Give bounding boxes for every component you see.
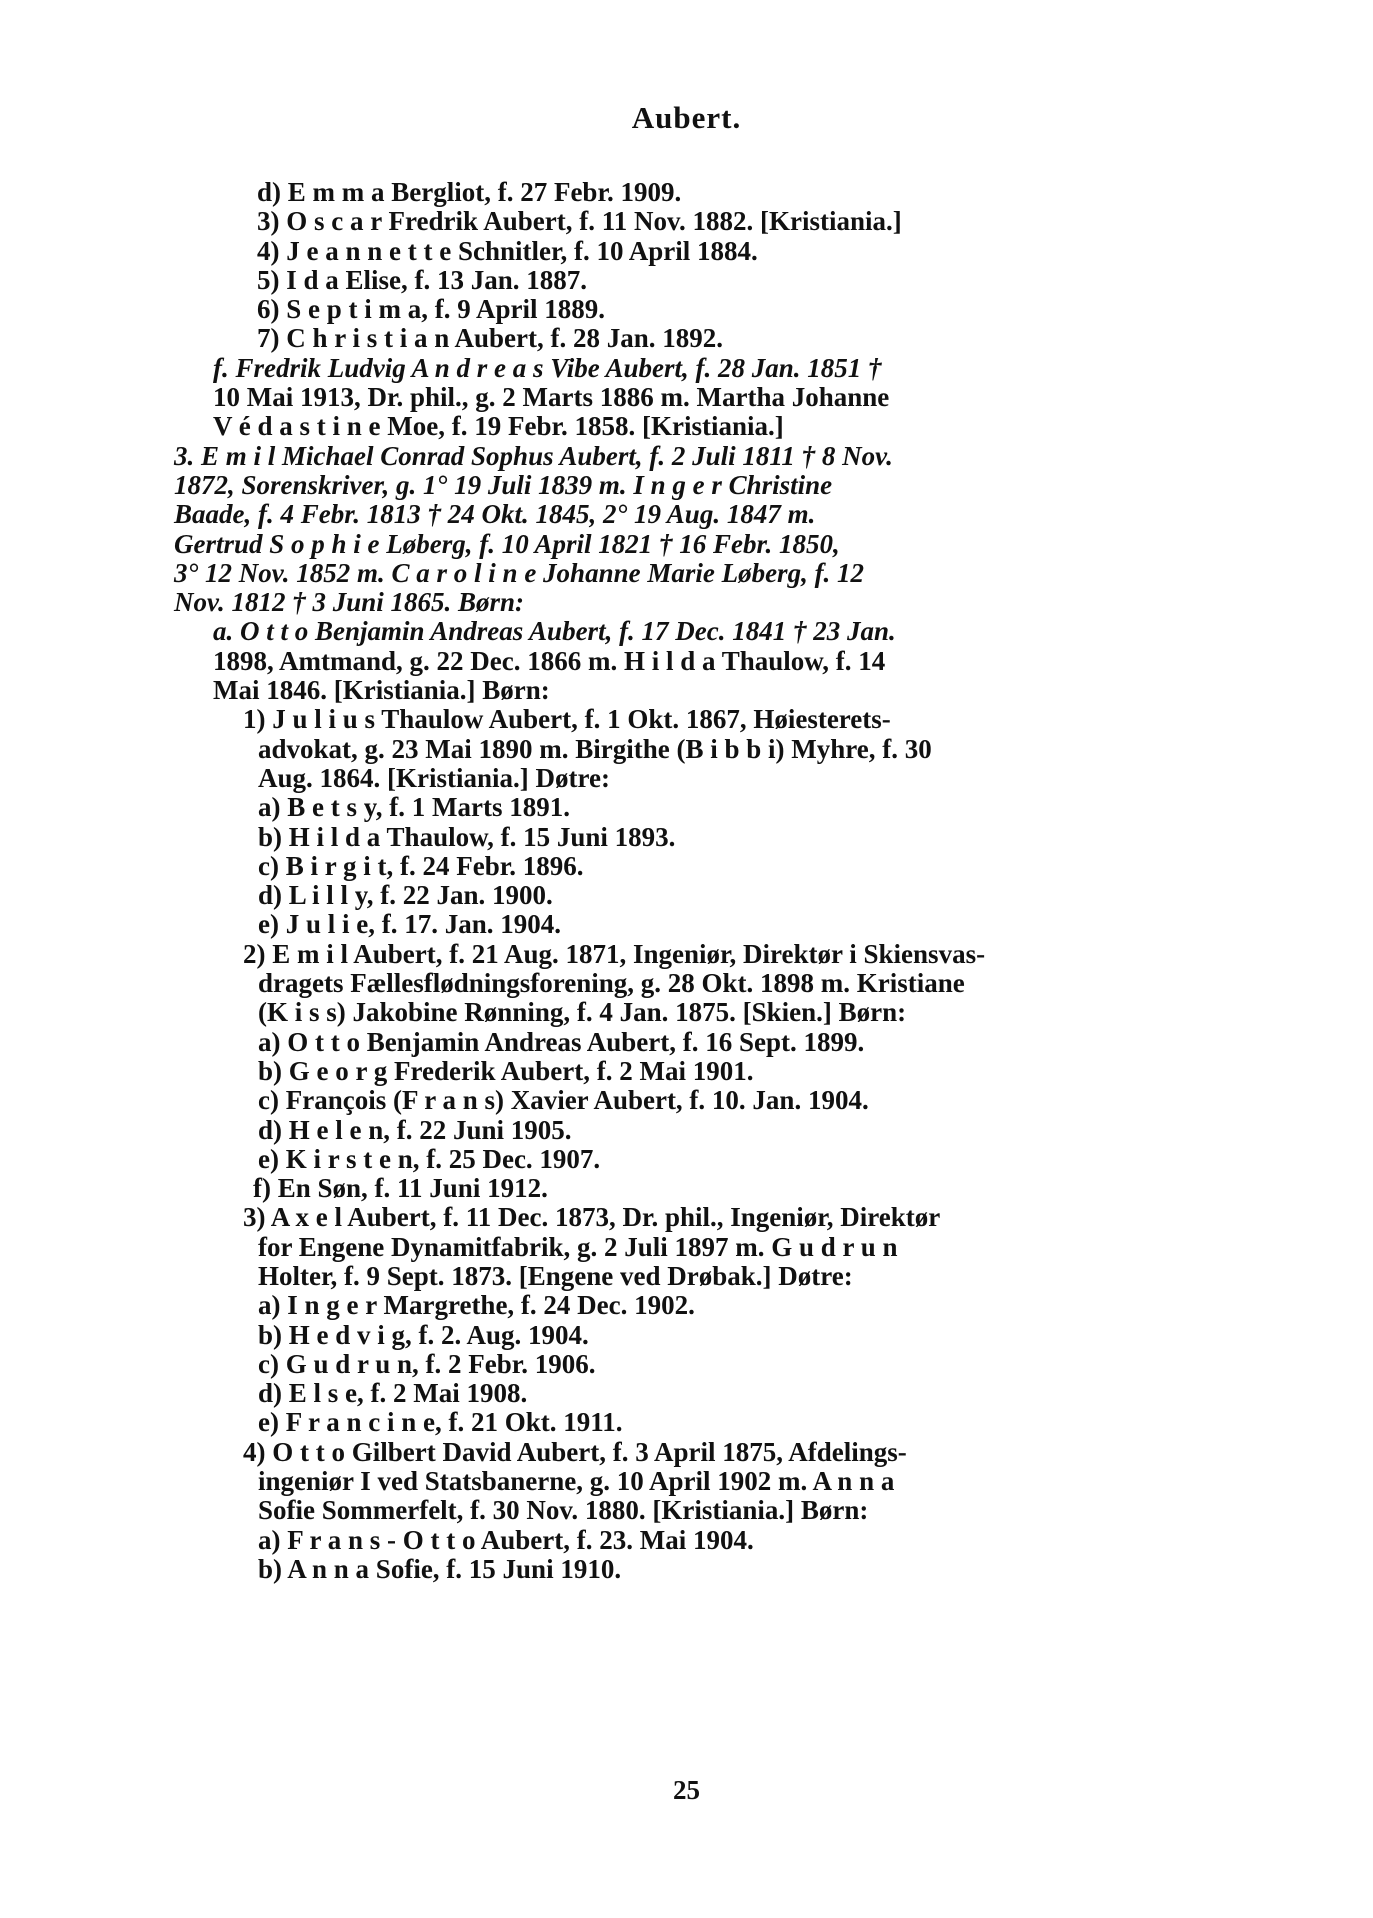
text-line: 3. E m i l Michael Conrad Sophus Aubert, f. 2 Juli 1811 † 8 Nov. (174, 440, 893, 471)
text-line: a) F r a n s - O t t o Aubert, f. 23. Mai 1904. (258, 1524, 754, 1555)
text-line: d) H e l e n, f. 22 Juni 1905. (258, 1114, 572, 1145)
text-line: 2) E m i l Aubert, f. 21 Aug. 1871, Ingeniør, Direktør i Skiensvas- (243, 938, 986, 969)
text-line: d) L i l l y, f. 22 Jan. 1900. (258, 880, 553, 911)
text-line: c) François (F r a n s) Xavier Aubert, f. 10. Jan. 1904. (258, 1085, 869, 1116)
text-line: e) J u l i e, f. 17. Jan. 1904. (258, 909, 561, 940)
text-line: b) A n n a Sofie, f. 15 Juni 1910. (258, 1553, 622, 1584)
text-line: a) I n g e r Margrethe, f. 24 Dec. 1902. (258, 1290, 695, 1321)
text-line: 6) S e p t i m a, f. 9 April 1889. (257, 294, 605, 325)
text-line: Nov. 1812 † 3 Juni 1865. Børn: (174, 587, 525, 618)
text-line: Mai 1846. [Kristiania.] Børn: (213, 675, 550, 706)
text-line: for Engene Dynamitfabrik, g. 2 Juli 1897 m. G u d r u n (258, 1231, 898, 1262)
text-line: f) En Søn, f. 11 Juni 1912. (253, 1173, 548, 1204)
page-number: 25 (673, 1775, 700, 1805)
text-line: e) F r a n c i n e, f. 21 Okt. 1911. (258, 1407, 623, 1438)
text-line: b) H e d v i g, f. 2. Aug. 1904. (258, 1319, 589, 1350)
text-line: dragets Fællesflødningsforening, g. 28 Okt. 1898 m. Kristiane (258, 968, 965, 999)
text-line: a. O t t o Benjamin Andreas Aubert, f. 17 Dec. 1841 † 23 Jan. (213, 616, 896, 647)
text-line: f. Fredrik Ludvig A n d r e a s Vibe Aubert, f. 28 Jan. 1851 † (213, 352, 882, 383)
genealogy-text (0, 178, 1373, 1584)
text-line: b) H i l d a Thaulow, f. 15 Juni 1893. (258, 821, 676, 852)
text-line: c) B i r g i t, f. 24 Febr. 1896. (258, 850, 584, 881)
text-line: d) E l s e, f. 2 Mai 1908. (258, 1378, 528, 1409)
text-line: 3° 12 Nov. 1852 m. C a r o l i n e Johanne Marie Løberg, f. 12 (174, 557, 865, 588)
text-line: a) O t t o Benjamin Andreas Aubert, f. 16 Sept. 1899. (258, 1026, 865, 1057)
text-line: c) G u d r u n, f. 2 Febr. 1906. (258, 1348, 596, 1379)
text-line: 10 Mai 1913, Dr. phil., g. 2 Marts 1886 m. Martha Johanne (213, 382, 890, 413)
text-line: 3) A x e l Aubert, f. 11 Dec. 1873, Dr. phil., Ingeniør, Direktør (243, 1202, 941, 1233)
text-line: 1872, Sorenskriver, g. 1° 19 Juli 1839 m. I n g e r Christine (174, 469, 833, 500)
text-line: 5) I d a Elise, f. 13 Jan. 1887. (257, 264, 588, 295)
text-line: 4) J e a n n e t t e Schnitler, f. 10 April 1884. (257, 235, 758, 266)
text-line: Holter, f. 9 Sept. 1873. [Engene ved Drøbak.] Døtre: (258, 1260, 853, 1291)
text-line: b) G e o r g Frederik Aubert, f. 2 Mai 1901. (258, 1055, 754, 1086)
text-line: Aug. 1864. [Kristiania.] Døtre: (258, 762, 610, 793)
text-line: advokat, g. 23 Mai 1890 m. Birgithe (B i b b i) Myhre, f. 30 (258, 733, 932, 764)
text-line: Baade, f. 4 Febr. 1813 † 24 Okt. 1845, 2° 19 Aug. 1847 m. (174, 499, 816, 530)
text-line: (K i s s) Jakobine Rønning, f. 4 Jan. 1875. [Skien.] Børn: (258, 997, 907, 1028)
running-header: Aubert. (631, 100, 742, 135)
text-line: V é d a s t i n e Moe, f. 19 Febr. 1858. [Kristiania.] (213, 411, 784, 442)
text-line: 1) J u l i u s Thaulow Aubert, f. 1 Okt. 1867, Høiesterets- (243, 704, 891, 735)
text-line: 3) O s c a r Fredrik Aubert, f. 11 Nov. 1882. [Kristiania.] (257, 206, 902, 237)
text-line: 4) O t t o Gilbert David Aubert, f. 3 April 1875, Afdelings- (243, 1436, 907, 1467)
text-line: 7) C h r i s t i a n Aubert, f. 28 Jan. 1892. (257, 323, 724, 354)
text-line: d) E m m a Bergliot, f. 27 Febr. 1909. (257, 177, 682, 207)
text-line: Sofie Sommerfelt, f. 30 Nov. 1880. [Kristiania.] Børn: (258, 1495, 869, 1526)
text-line: 1898, Amtmand, g. 22 Dec. 1866 m. H i l d a Thaulow, f. 14 (213, 645, 886, 676)
text-line: a) B e t s y, f. 1 Marts 1891. (258, 792, 570, 823)
text-line: Gertrud S o p h i e Løberg, f. 10 April 1821 † 16 Febr. 1850, (174, 528, 840, 559)
text-line: ingeniør I ved Statsbanerne, g. 10 April 1902 m. A n n a (258, 1466, 895, 1497)
text-line: e) K i r s t e n, f. 25 Dec. 1907. (258, 1143, 601, 1174)
